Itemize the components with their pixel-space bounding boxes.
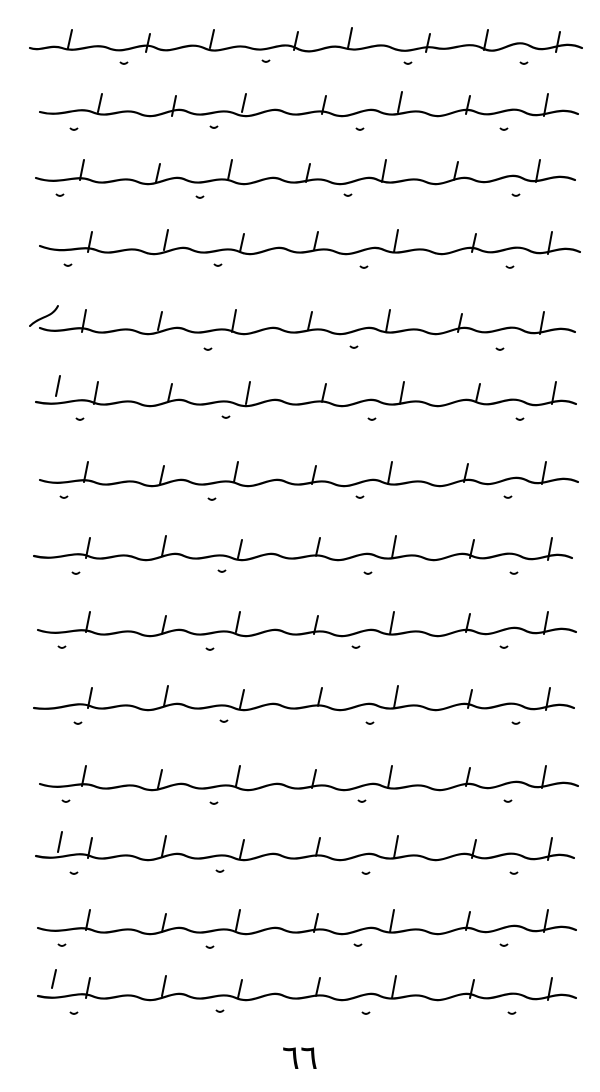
handwritten-line-11 bbox=[0, 756, 600, 818]
handwritten-line-5 bbox=[0, 298, 600, 364]
handwritten-line-12 bbox=[0, 826, 600, 888]
handwritten-line-4 bbox=[0, 220, 600, 280]
handwritten-line-1 bbox=[0, 18, 600, 78]
handwritten-line-14 bbox=[0, 966, 600, 1028]
handwritten-line-8 bbox=[0, 526, 600, 588]
handwritten-line-10 bbox=[0, 676, 600, 738]
handwritten-line-9 bbox=[0, 602, 600, 664]
handwritten-line-2 bbox=[0, 82, 600, 142]
handwritten-line-7 bbox=[0, 452, 600, 514]
handwritten-line-6 bbox=[0, 372, 600, 434]
page-number: ٦٦ bbox=[281, 1038, 319, 1078]
handwritten-line-13 bbox=[0, 900, 600, 962]
handwritten-line-3 bbox=[0, 150, 600, 210]
